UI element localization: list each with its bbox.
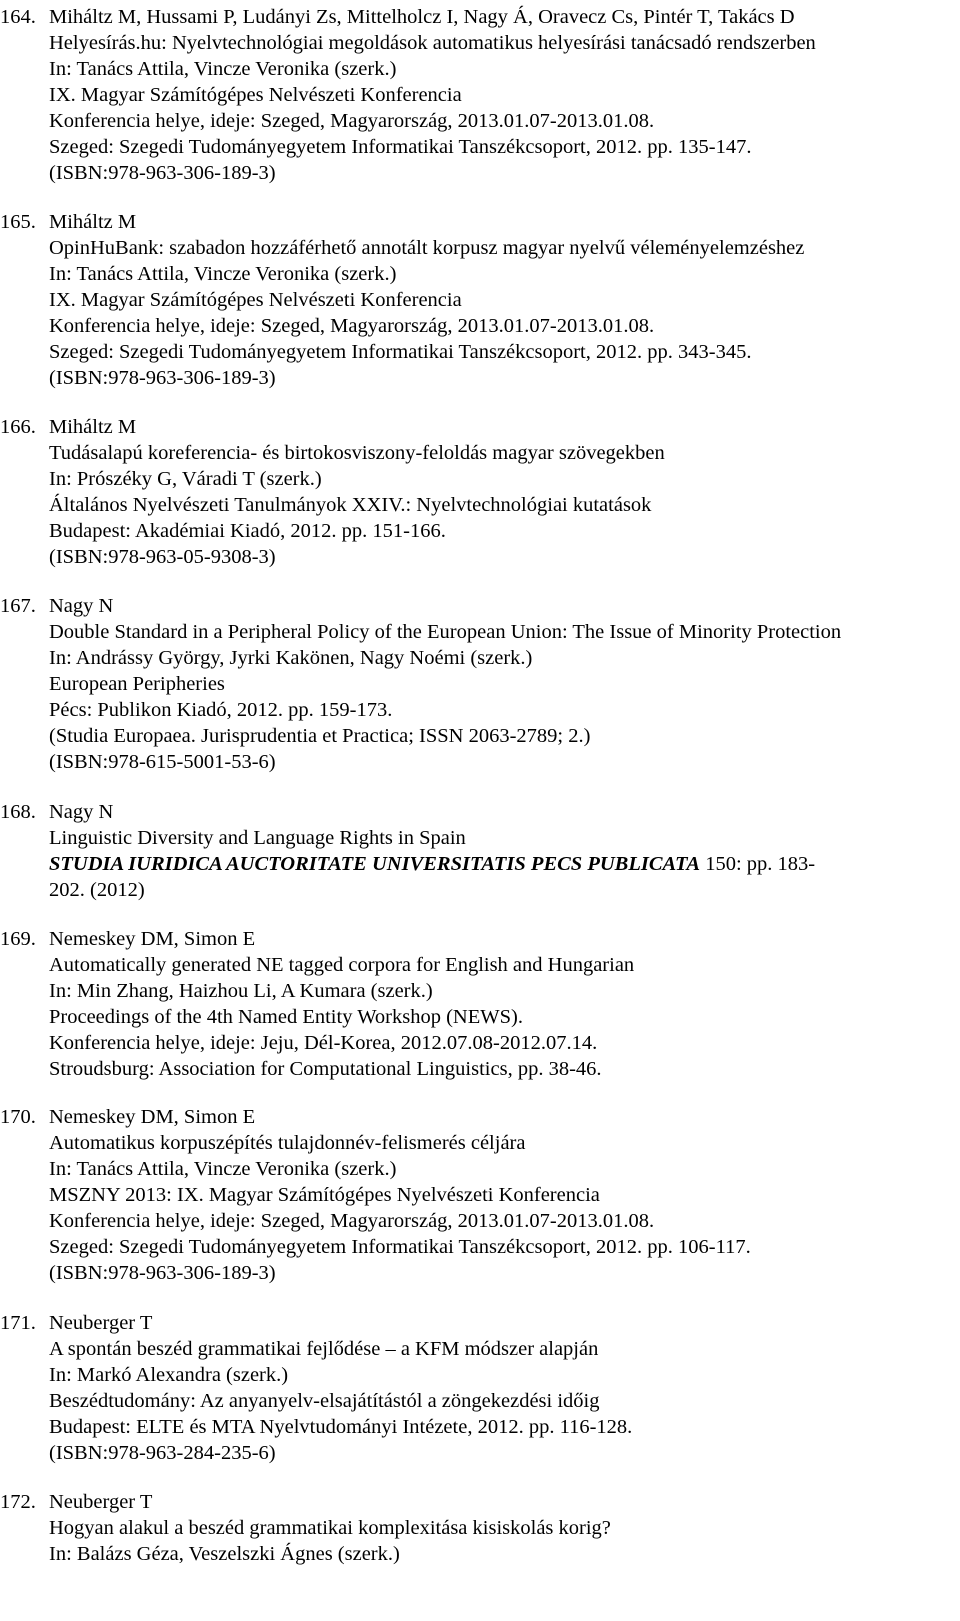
entry-source: Beszédtudomány: Az anyanyelv-elsajátítástól a zöngekezdési időig <box>49 1390 600 1412</box>
entry-authors: Nagy N <box>49 595 114 617</box>
entry-isbn: (ISBN:978-963-284-235-6) <box>49 1442 276 1464</box>
journal-name: STUDIA IURIDICA AUCTORITATE UNIVERSITATIS PECS PUBLICATA <box>49 853 701 875</box>
entry-editors: In: Min Zhang, Haizhou Li, A Kumara (szerk.) <box>49 980 433 1002</box>
entry-editors: In: Tanács Attila, Vincze Veronika (szerk.) <box>49 1158 397 1180</box>
entry-isbn: (ISBN:978-963-306-189-3) <box>49 162 276 184</box>
entry-title: Hogyan alakul a beszéd grammatikai komplexitása kisiskolás korig? <box>49 1517 611 1539</box>
entry-editors: In: Tanács Attila, Vincze Veronika (szerk.) <box>49 58 397 80</box>
entry-authors: Nagy N <box>49 801 114 823</box>
entry-isbn: (ISBN:978-963-05-9308-3) <box>49 546 276 568</box>
entry-number: 165. <box>0 211 36 233</box>
entry-source: MSZNY 2013: IX. Magyar Számítógépes Nyelvészeti Konferencia <box>49 1184 600 1206</box>
entry-venue: Konferencia helye, ideje: Szeged, Magyarország, 2013.01.07-2013.01.08. <box>49 110 655 132</box>
entry-venue: Konferencia helye, ideje: Jeju, Dél-Korea, 2012.07.08-2012.07.14. <box>49 1032 598 1054</box>
entry-title: Automatikus korpuszépítés tulajdonnév-felismerés céljára <box>49 1132 526 1154</box>
entry-source: European Peripheries <box>49 673 225 695</box>
entry-title: Tudásalapú koreferencia- és birtokosviszony-feloldás magyar szövegekben <box>49 442 665 464</box>
entry-source: Általános Nyelvészeti Tanulmányok XXIV.: Nyelvtechnológiai kutatások <box>49 494 652 516</box>
entry-authors: Miháltz M <box>49 211 137 233</box>
entry-number: 171. <box>0 1312 36 1334</box>
entry-journal-line <box>49 851 815 877</box>
entry-number: 169. <box>0 928 36 950</box>
entry-publisher: Budapest: ELTE és MTA Nyelvtudományi Intézete, 2012. pp. 116-128. <box>49 1416 633 1438</box>
entry-editors: In: Tanács Attila, Vincze Veronika (szerk.) <box>49 263 397 285</box>
entry-title: OpinHuBank: szabadon hozzáférhető annotált korpusz magyar nyelvű véleményelemzéshez <box>49 237 805 259</box>
entry-number: 166. <box>0 416 36 438</box>
entry-source: IX. Magyar Számítógépes Nelvészeti Konferencia <box>49 84 462 106</box>
entry-authors: Neuberger T <box>49 1312 153 1334</box>
entry-editors: In: Prószéky G, Váradi T (szerk.) <box>49 468 322 490</box>
entry-number: 168. <box>0 801 36 823</box>
entry-isbn: (ISBN:978-963-306-189-3) <box>49 1262 276 1284</box>
entry-source: Proceedings of the 4th Named Entity Workshop (NEWS). <box>49 1006 523 1028</box>
entry-series: (Studia Europaea. Jurisprudentia et Practica; ISSN 2063-2789; 2.) <box>49 725 591 747</box>
entry-editors: In: Andrássy György, Jyrki Kakönen, Nagy Noémi (szerk.) <box>49 647 533 669</box>
entry-number: 172. <box>0 1491 36 1513</box>
entry-title: A spontán beszéd grammatikai fejlődése – a KFM módszer alapján <box>49 1338 599 1360</box>
entry-editors: In: Balázs Géza, Veszelszki Ágnes (szerk.) <box>49 1543 400 1565</box>
entry-authors: Nemeskey DM, Simon E <box>49 1106 256 1128</box>
entry-authors: Nemeskey DM, Simon E <box>49 928 256 950</box>
entry-venue: Konferencia helye, ideje: Szeged, Magyarország, 2013.01.07-2013.01.08. <box>49 1210 655 1232</box>
entry-authors: Miháltz M <box>49 416 137 438</box>
entry-venue: Konferencia helye, ideje: Szeged, Magyarország, 2013.01.07-2013.01.08. <box>49 315 655 337</box>
entry-authors: Neuberger T <box>49 1491 153 1513</box>
entry-number: 164. <box>0 6 36 28</box>
entry-number: 170. <box>0 1106 36 1128</box>
entry-isbn: (ISBN:978-963-306-189-3) <box>49 367 276 389</box>
journal-pages: 150: pp. 183- <box>700 853 816 875</box>
entry-journal-tail: 202. (2012) <box>49 879 145 901</box>
entry-publisher: Stroudsburg: Association for Computational Linguistics, pp. 38-46. <box>49 1058 602 1080</box>
entry-title: Double Standard in a Peripheral Policy of the European Union: The Issue of Minority Protection <box>49 621 842 643</box>
entry-title: Helyesírás.hu: Nyelvtechnológiai megoldások automatikus helyesírási tanácsadó rendszerben <box>49 32 816 54</box>
entry-editors: In: Markó Alexandra (szerk.) <box>49 1364 289 1386</box>
entry-authors: Miháltz M, Hussami P, Ludányi Zs, Mittelholcz I, Nagy Á, Oravecz Cs, Pintér T, Takács D <box>49 6 795 28</box>
entry-title: Linguistic Diversity and Language Rights in Spain <box>49 827 466 849</box>
entry-publisher: Budapest: Akadémiai Kiadó, 2012. pp. 151-166. <box>49 520 446 542</box>
entry-publisher: Szeged: Szegedi Tudományegyetem Informatikai Tanszékcsoport, 2012. pp. 106-117. <box>49 1236 751 1258</box>
entry-publisher: Pécs: Publikon Kiadó, 2012. pp. 159-173. <box>49 699 393 721</box>
entry-publisher: Szeged: Szegedi Tudományegyetem Informatikai Tanszékcsoport, 2012. pp. 135-147. <box>49 136 752 158</box>
entry-source: IX. Magyar Számítógépes Nelvészeti Konferencia <box>49 289 462 311</box>
entry-publisher: Szeged: Szegedi Tudományegyetem Informatikai Tanszékcsoport, 2012. pp. 343-345. <box>49 341 752 363</box>
entry-number: 167. <box>0 595 36 617</box>
entry-isbn: (ISBN:978-615-5001-53-6) <box>49 751 276 773</box>
entry-title: Automatically generated NE tagged corpora for English and Hungarian <box>49 954 635 976</box>
